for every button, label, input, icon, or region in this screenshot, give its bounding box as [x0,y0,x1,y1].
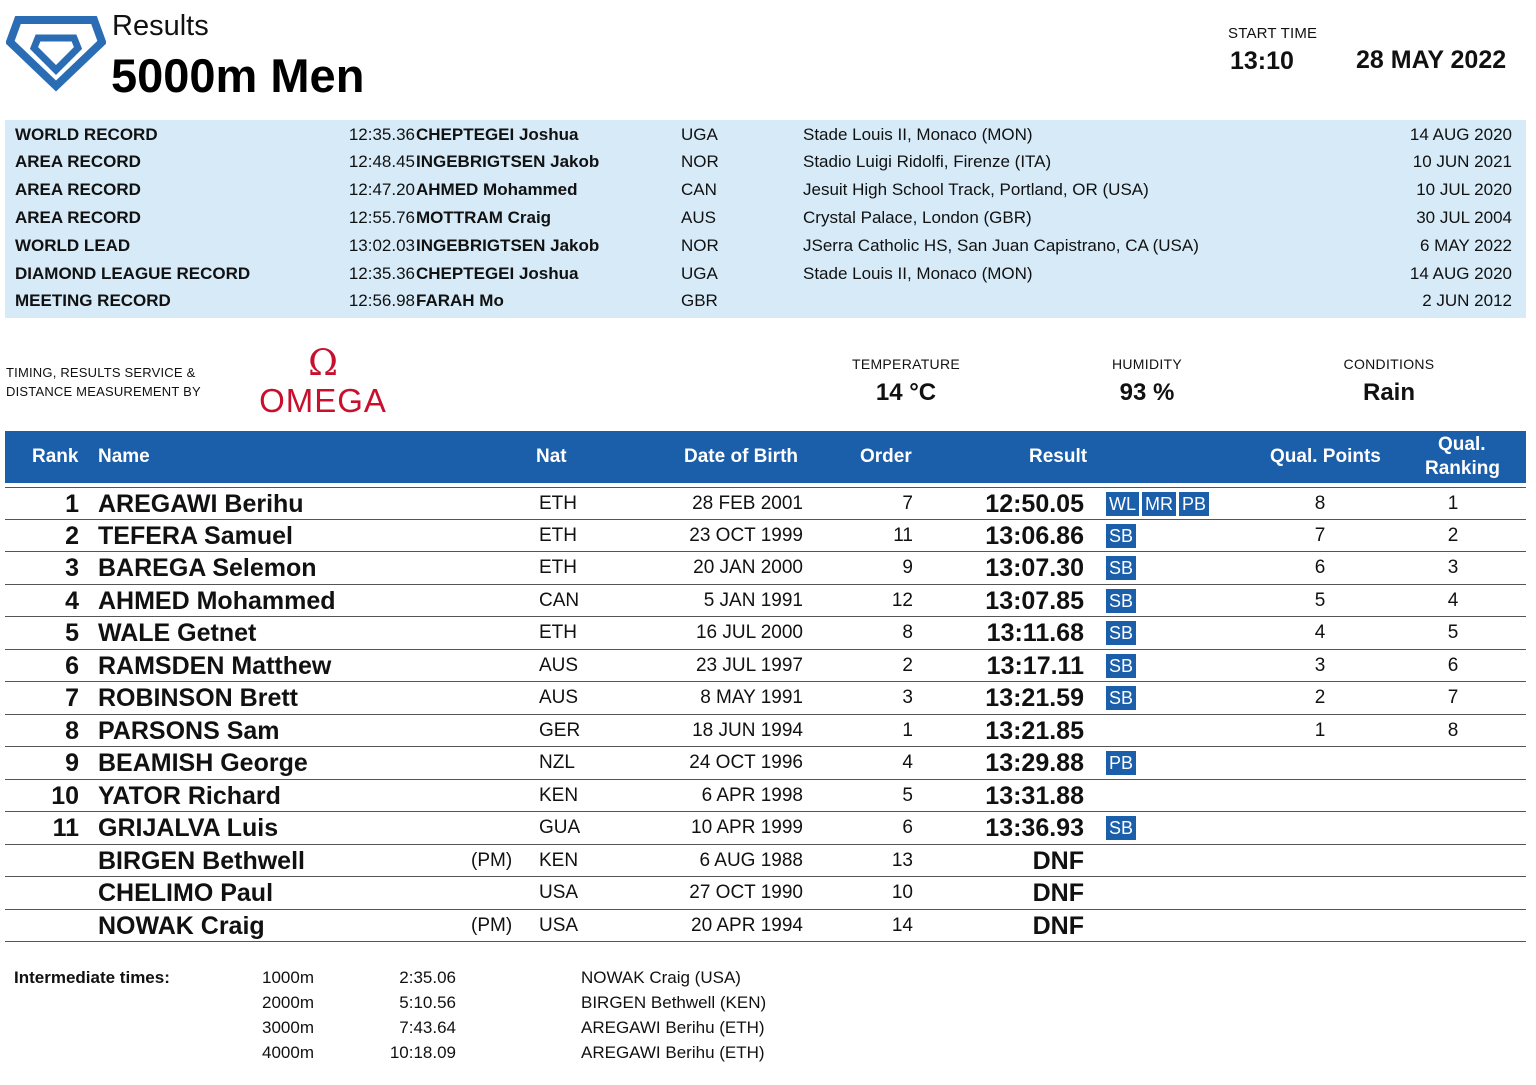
record-row [5,204,1526,232]
record-type: WORLD LEAD [15,235,131,255]
omega-symbol-icon: Ω [308,343,338,384]
athlete-name: NOWAK Craig [98,911,265,940]
athlete-dob: 28 FEB 2001 [692,493,803,514]
record-venue: Crystal Palace, London (GBR) [803,207,1032,227]
record-date: 6 MAY 2022 [1420,235,1512,255]
qual-points: 5 [1314,589,1326,611]
split-time: 10:18.09 [389,1043,456,1062]
table-row [5,520,1526,553]
record-nat: CAN [681,180,717,200]
athlete-dob: 6 AUG 1988 [699,849,803,871]
athlete-nat: GER [539,719,581,741]
athlete-dob: 20 APR 1994 [691,914,803,936]
result-time: 13:21.59 [985,684,1084,712]
record-nat: AUS [681,207,716,227]
record-time: 13:02.03 [348,235,415,255]
result-time: 13:11.68 [986,619,1084,647]
qual-points: 6 [1314,557,1326,578]
table-row [5,747,1526,780]
col-nat: Nat [536,446,567,467]
split-time: 5:10.56 [399,993,456,1012]
result-rank: 7 [65,684,79,712]
table-row [5,812,1526,845]
athlete-name: TEFERA Samuel [98,521,293,550]
athlete-name: AHMED Mohammed [98,586,336,615]
conditions-value: Rain [1362,379,1415,406]
start-order: 11 [893,524,913,546]
col-order: Order [860,446,912,467]
start-order: 1 [902,719,913,741]
result-rank: 6 [65,651,79,680]
pacemaker-tag: (PM) [471,914,513,936]
result-badges [1106,686,1139,710]
omega-logo [248,343,398,419]
record-row [5,148,1526,176]
table-row [5,682,1526,715]
split-distance: 1000m [262,968,314,987]
athlete-name: BIRGEN Bethwell [98,846,305,875]
athlete-nat: AUS [539,687,579,708]
athlete-name: CHELIMO Paul [98,879,274,907]
table-row [5,552,1526,585]
result-rank: 10 [51,781,79,810]
col-name: Name [98,446,150,467]
table-row [5,617,1526,650]
table-row [5,585,1526,618]
result-time: DNF [1032,911,1084,940]
qual-points: 2 [1314,687,1326,708]
result-time: 13:36.93 [985,814,1084,842]
pacemaker-tag: (PM) [471,849,513,871]
athlete-nat: KEN [539,849,579,871]
col-dob: Date of Birth [684,446,798,467]
result-rank: 1 [65,490,79,518]
records-table [5,120,1526,318]
col-qual-points: Qual. Points [1270,446,1381,467]
athlete-nat: USA [539,914,579,936]
diamond-league-logo [6,12,106,92]
athlete-nat: ETH [539,524,577,546]
start-order: 2 [902,654,913,676]
record-holder: INGEBRIGTSEN Jakob [416,152,600,172]
athlete-nat: ETH [539,622,577,643]
qual-ranking: 4 [1447,589,1459,611]
status-badge: PB [1179,492,1209,516]
qual-points: 4 [1314,622,1326,643]
athlete-name: RAMSDEN Matthew [98,651,332,680]
split-time: 2:35.06 [399,968,456,987]
record-date: 30 JUL 2004 [1416,207,1512,227]
results-header [5,431,1526,483]
record-time: 12:47.20 [348,180,415,200]
result-rank: 3 [65,554,79,582]
page-subtitle: Results [112,10,209,42]
start-order: 9 [902,557,913,578]
record-nat: NOR [681,235,719,255]
status-badge: SB [1106,621,1136,645]
result-time: 13:06.86 [985,521,1084,550]
result-rank: 5 [65,619,79,647]
record-venue: Stade Louis II, Monaco (MON) [803,124,1033,144]
record-date: 2 JUN 2012 [1422,291,1512,311]
athlete-nat: ETH [539,493,577,514]
result-badges [1106,524,1139,548]
record-venue: JSerra Catholic HS, San Juan Capistrano, CA (USA) [803,235,1199,255]
start-order: 3 [902,687,913,708]
record-holder: FARAH Mo [416,291,504,311]
record-holder: INGEBRIGTSEN Jakob [416,235,600,255]
result-time: 12:50.05 [985,490,1084,518]
record-row [5,232,1526,260]
result-time: 13:07.85 [985,586,1084,615]
status-badge: WL [1106,492,1139,516]
athlete-name: PARSONS Sam [98,716,280,745]
table-row [5,487,1526,520]
split-time: 7:43.64 [399,1018,456,1037]
athlete-dob: 23 OCT 1999 [689,524,803,546]
start-order: 14 [891,914,913,936]
qual-ranking: 7 [1447,687,1459,708]
record-type: MEETING RECORD [15,291,171,311]
qual-ranking: 5 [1447,622,1459,643]
athlete-nat: GUA [539,817,581,838]
athlete-dob: 5 JAN 1991 [703,589,803,611]
status-badge: SB [1106,816,1136,840]
record-row [5,121,1526,149]
split-distance: 2000m [262,993,314,1012]
start-time: 13:10 [1230,47,1294,75]
record-venue: Jesuit High School Track, Portland, OR (USA) [803,180,1149,200]
intermediate-row [0,965,900,990]
result-rank: 4 [65,586,79,615]
record-nat: NOR [681,152,719,172]
col-qual-ranking-1: Qual. [1438,434,1486,455]
status-badge: SB [1106,524,1136,548]
timing-credit-line1: TIMING, RESULTS SERVICE & [6,365,196,380]
col-result: Result [1029,446,1088,467]
intermediate-row [0,990,900,1015]
record-type: AREA RECORD [15,207,141,227]
record-time: 12:56.98 [348,291,415,311]
humidity-value: 93 % [1119,379,1175,406]
record-time: 12:35.36 [348,263,415,283]
intermediate-row [0,1040,900,1065]
temperature-value: 14 °C [875,379,937,406]
record-type: DIAMOND LEAGUE RECORD [15,263,251,283]
result-time: 13:21.85 [985,716,1084,745]
qual-points: 7 [1314,524,1326,546]
athlete-dob: 8 MAY 1991 [700,687,803,708]
athlete-dob: 10 APR 1999 [691,817,803,838]
page-title: 5000m Men [111,49,365,102]
split-distance: 4000m [262,1043,314,1062]
record-time: 12:48.45 [348,152,415,172]
table-row [5,845,1526,878]
start-order: 6 [902,817,913,838]
record-type: AREA RECORD [15,180,141,200]
qual-ranking: 3 [1447,557,1459,578]
result-badges [1106,492,1212,516]
table-row [5,715,1526,748]
status-badge: PB [1106,751,1136,775]
athlete-dob: 24 OCT 1996 [689,752,803,773]
record-time: 12:55.76 [348,207,415,227]
record-type: AREA RECORD [15,152,141,172]
intermediate-label: Intermediate times: [14,968,170,987]
result-time: DNF [1032,846,1084,875]
athlete-nat: CAN [539,589,580,611]
record-date: 10 JUL 2020 [1416,180,1512,200]
record-holder: MOTTRAM Craig [416,207,552,227]
record-row [5,176,1526,204]
qual-ranking: 6 [1447,654,1459,676]
athlete-name: BEAMISH George [98,749,308,777]
conditions-block [1304,356,1474,407]
athlete-nat: ETH [539,557,577,578]
athlete-dob: 20 JAN 2000 [693,557,803,578]
start-order: 4 [902,752,913,773]
result-time: 13:17.11 [986,651,1084,680]
conditions-label: CONDITIONS [1343,356,1435,372]
result-rank: 2 [65,521,79,550]
record-row [5,287,1526,315]
table-row [5,910,1526,943]
athlete-nat: USA [539,882,579,903]
record-date: 14 AUG 2020 [1409,263,1512,283]
qual-ranking: 2 [1447,524,1459,546]
record-holder: CHEPTEGEI Joshua [416,263,579,283]
result-time: 13:29.88 [985,749,1084,777]
temperature-block [821,356,991,407]
qual-points: 1 [1314,719,1326,741]
athlete-name: GRIJALVA Luis [98,814,279,842]
table-row [5,780,1526,813]
timing-credit-line2: DISTANCE MEASUREMENT BY [6,384,201,399]
timing-credit [6,363,201,401]
result-badges [1106,816,1139,840]
record-nat: UGA [681,124,718,144]
record-venue: Stade Louis II, Monaco (MON) [803,263,1033,283]
split-leader: NOWAK Craig (USA) [581,968,741,987]
status-badge: MR [1142,492,1176,516]
qual-points: 3 [1314,654,1326,676]
result-time: 13:31.88 [985,781,1084,810]
record-holder: CHEPTEGEI Joshua [416,124,579,144]
event-date: 28 MAY 2022 [1356,46,1507,74]
status-badge: SB [1106,654,1136,678]
result-time: DNF [1032,879,1084,907]
intermediate-row [0,1015,900,1040]
temperature-label: TEMPERATURE [851,356,961,372]
start-order: 13 [891,849,913,871]
col-qual-ranking-2: Ranking [1425,458,1500,479]
status-badge: SB [1106,686,1136,710]
athlete-name: YATOR Richard [98,781,281,810]
athlete-name: BAREGA Selemon [98,554,317,582]
qual-ranking: 8 [1447,719,1459,741]
status-badge: SB [1106,556,1136,580]
record-date: 10 JUN 2021 [1412,152,1512,172]
result-rank: 9 [65,749,79,777]
start-order: 5 [902,784,913,806]
start-order: 7 [902,493,913,514]
start-order: 8 [902,622,913,643]
athlete-dob: 18 JUN 1994 [692,719,803,741]
qual-points: 8 [1314,493,1326,514]
start-time-label: START TIME [1228,25,1318,42]
record-time: 12:35.36 [348,124,415,144]
result-badges [1106,654,1139,678]
split-leader: AREGAWI Berihu (ETH) [581,1018,765,1037]
start-order: 12 [891,589,913,611]
record-date: 14 AUG 2020 [1409,124,1512,144]
split-distance: 3000m [262,1018,314,1037]
result-badges [1106,556,1139,580]
athlete-nat: AUS [539,654,579,676]
record-nat: UGA [681,263,718,283]
athlete-name: AREGAWI Berihu [98,490,304,518]
result-rank: 11 [52,814,79,842]
humidity-label: HUMIDITY [1111,356,1183,372]
athlete-dob: 27 OCT 1990 [689,882,803,903]
athlete-dob: 16 JUL 2000 [695,622,803,643]
qual-ranking: 1 [1447,493,1459,514]
result-time: 13:07.30 [985,554,1084,582]
athlete-name: WALE Getnet [98,619,257,647]
col-rank: Rank [32,446,79,467]
athlete-nat: KEN [539,784,579,806]
table-row [5,650,1526,683]
athlete-nat: NZL [539,752,575,773]
record-nat: GBR [681,291,718,311]
record-row [5,260,1526,288]
start-order: 10 [891,882,913,903]
split-leader: AREGAWI Berihu (ETH) [581,1043,765,1062]
result-badges [1106,751,1139,775]
results-table [5,487,1526,942]
humidity-block [1062,356,1232,407]
table-row [5,877,1526,910]
result-rank: 8 [65,716,79,745]
result-badges [1106,621,1139,645]
athlete-dob: 6 APR 1998 [701,784,803,806]
athlete-dob: 23 JUL 1997 [695,654,803,676]
omega-wordmark: OMEGA [259,382,387,419]
record-venue: Stadio Luigi Ridolfi, Firenze (ITA) [803,152,1052,172]
record-type: WORLD RECORD [15,124,158,144]
result-badges [1106,589,1139,613]
split-leader: BIRGEN Bethwell (KEN) [581,993,767,1012]
record-holder: AHMED Mohammed [416,180,578,200]
status-badge: SB [1106,589,1136,613]
athlete-name: ROBINSON Brett [98,684,299,712]
